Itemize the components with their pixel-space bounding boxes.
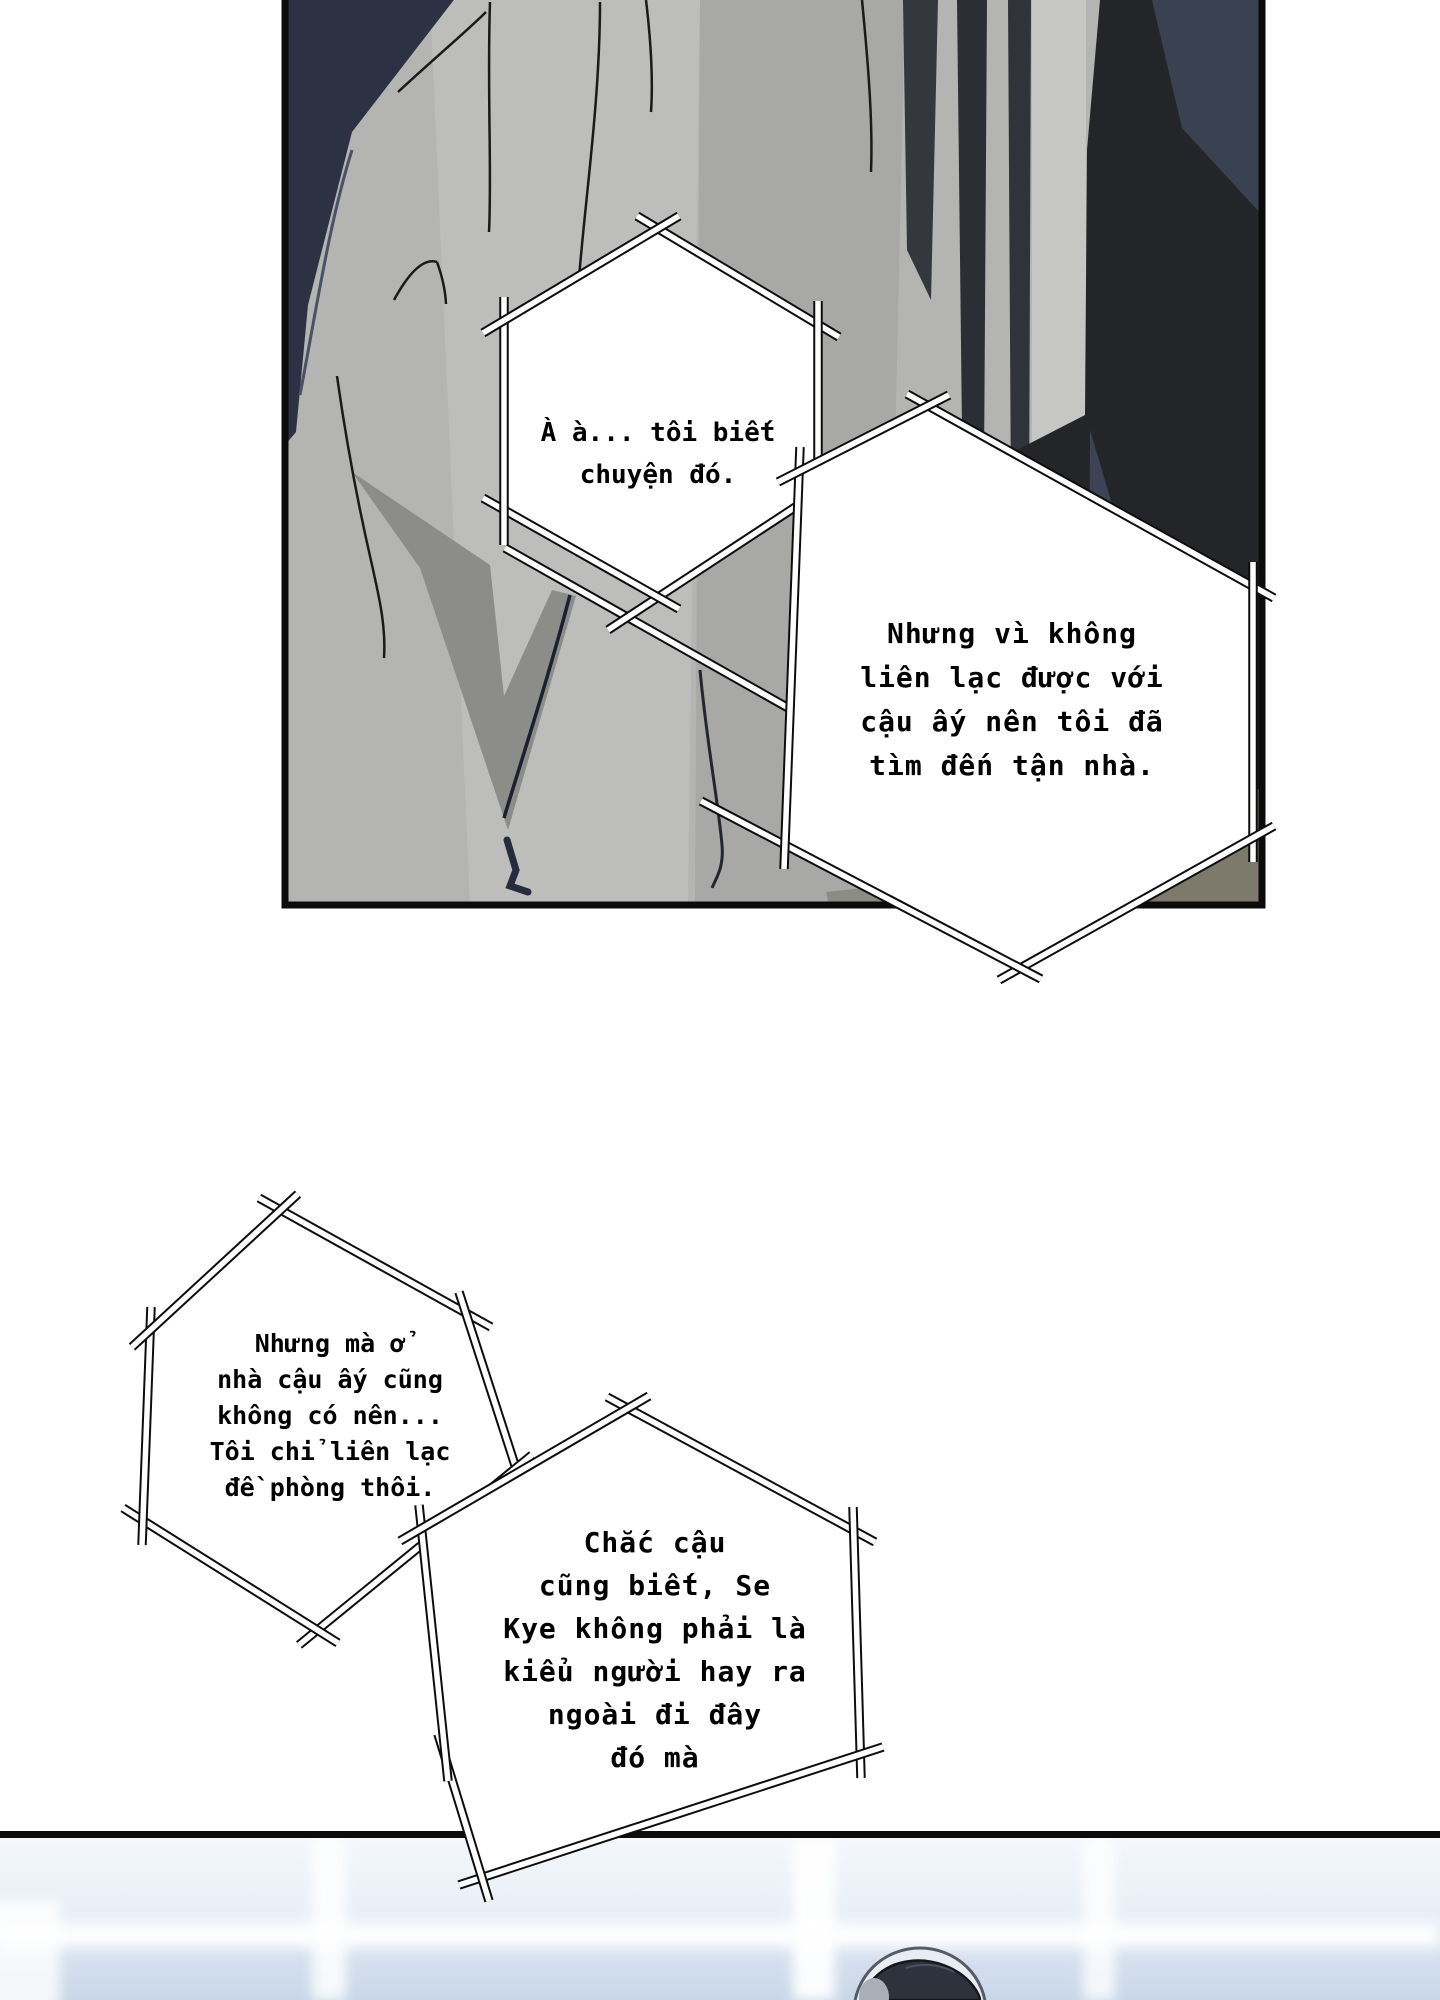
speech-bubble-2-text <box>860 612 1164 788</box>
window-mullion-center <box>793 1838 835 2000</box>
window-glass <box>0 1838 1440 2000</box>
speech-bubble-3-text <box>210 1326 451 1506</box>
window-mullion-left <box>312 1838 346 2000</box>
bubble-line: tìm đến tận nhà. <box>869 749 1155 782</box>
bubble-line: ngoài đi đây <box>547 1698 763 1731</box>
bubble-line: chuyện đó. <box>579 460 737 490</box>
bubble-line: không có nên... <box>217 1401 443 1430</box>
bubble-line: Nhưng vì không <box>886 617 1138 650</box>
scene-separator-line <box>0 1831 1440 1838</box>
bubble-line: Nhưng mà ở <box>254 1329 406 1358</box>
bubble-line: cậu ấy nên tôi đã <box>860 705 1164 738</box>
window-glare-left <box>0 1900 60 2000</box>
bubble-line: Tôi chỉ liên lạc <box>209 1437 451 1466</box>
bubble-line: cũng biết, Se <box>538 1569 772 1602</box>
bubble-line: đó mà <box>610 1741 700 1774</box>
fold-line <box>489 2 490 232</box>
bubble-line: Kye không phải là <box>503 1612 807 1645</box>
bubble-line: đề phòng thôi. <box>224 1473 436 1502</box>
bubble-line: nhà cậu ấy cũng <box>217 1365 443 1394</box>
window-mullion-right <box>1083 1838 1115 2000</box>
bubble-line: À à... tôi biết <box>540 418 776 448</box>
speech-bubble-1-text <box>541 412 776 496</box>
bubble-line: kiểu người hay ra <box>503 1655 807 1688</box>
bottom-window-scene <box>0 1838 1440 2000</box>
bubble-line: Chắc cậu <box>583 1526 727 1559</box>
bubble-line: liên lạc được với <box>860 661 1164 694</box>
speech-bubble-4-text <box>503 1521 807 1779</box>
window-crossbar <box>0 1922 1440 1948</box>
